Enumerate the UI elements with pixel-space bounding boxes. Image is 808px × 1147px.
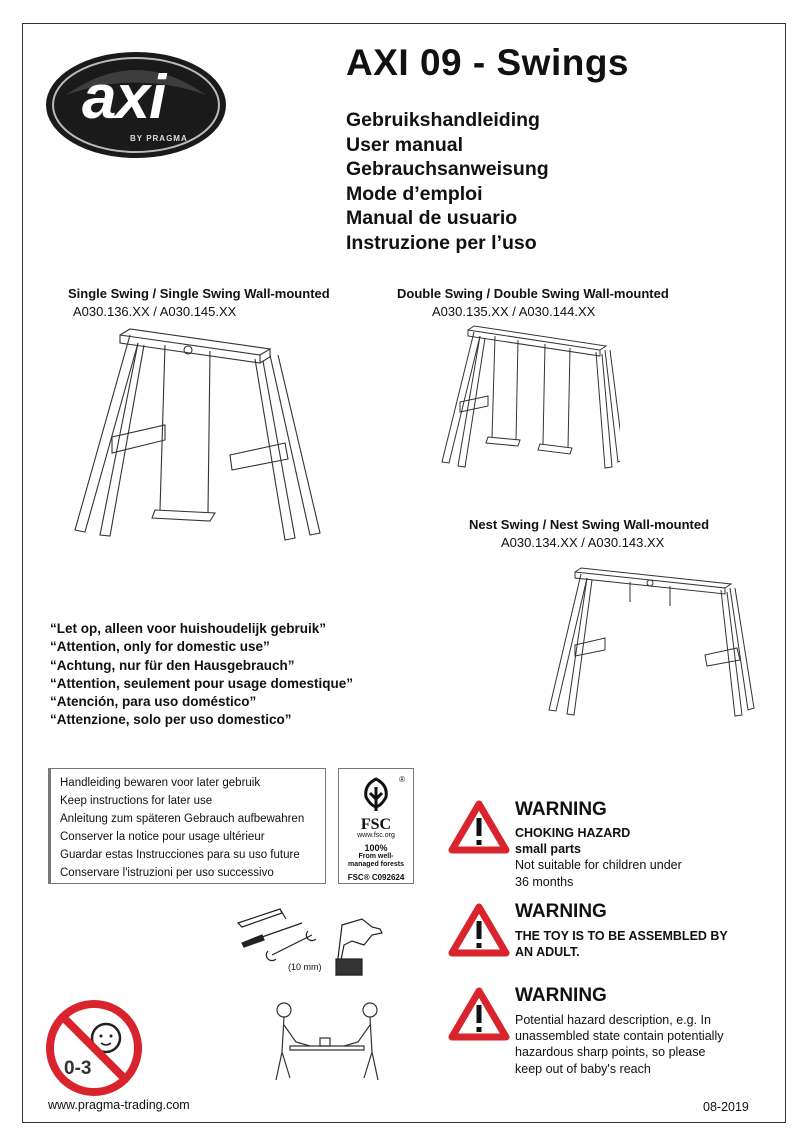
fsc-from: From well-	[358, 853, 394, 860]
footer-url: www.pragma-trading.com	[48, 1098, 190, 1112]
language-list	[346, 108, 549, 256]
keep-line: Conserver la notice pour usage ultérieur	[60, 830, 265, 843]
warning-line: hazardous sharp points, so please	[515, 1045, 706, 1060]
warning-line: Potential hazard description, e.g. In	[515, 1013, 711, 1027]
warning-title: WARNING	[515, 799, 607, 820]
keep-line: Anleitung zum späteren Gebrauch aufbewahren	[60, 812, 305, 825]
language-item: Manual de usuario	[346, 207, 518, 230]
nest-swing-drawing	[545, 560, 755, 720]
warning-line: keep out of baby's reach	[515, 1061, 651, 1076]
domestic-line: “Attention, only for domestic use”	[50, 639, 270, 655]
fsc-code: FSC® C092624	[347, 873, 405, 882]
warning-title: WARNING	[515, 985, 607, 1006]
keep-line: Conservare l'istruzioni per uso successivo	[60, 866, 274, 879]
double-swing-title: Double Swing / Double Swing Wall-mounted	[397, 286, 669, 301]
language-item: Gebruikshandleiding	[346, 109, 540, 131]
axi-logo	[44, 50, 228, 160]
language-item: Mode d’emploi	[346, 182, 483, 205]
logo-sub: BY PRAGMA	[130, 134, 188, 143]
warning-line: THE TOY IS TO BE ASSEMBLED BY	[515, 929, 728, 943]
wrench-size: (10 mm)	[288, 962, 322, 972]
language-item: Gebrauchsanweisung	[346, 158, 549, 181]
warning-title: WARNING	[515, 901, 607, 922]
keep-instructions-box	[48, 768, 326, 884]
double-swing-drawing	[440, 322, 620, 472]
page-title: AXI 09 - Swings	[346, 42, 630, 83]
warning-line: 36 months	[515, 874, 574, 889]
warning-triangle-icon	[448, 800, 510, 854]
age-label: 0-3	[64, 1058, 92, 1079]
domestic-line: “Let op, alleen voor huishoudelijk gebruik”	[50, 621, 327, 636]
age-restriction-sign	[46, 1000, 142, 1096]
keep-line: Guardar estas Instrucciones para su uso future	[60, 848, 300, 861]
tools-illustration	[232, 905, 402, 985]
two-person-assembly-icon	[262, 1000, 392, 1092]
domestic-line: “Attenzione, solo per uso domestico”	[50, 712, 292, 728]
single-swing-title: Single Swing / Single Swing Wall-mounted	[68, 286, 330, 301]
domestic-line: “Attention, seulement pour usage domestique”	[50, 675, 354, 691]
language-item: Instruzione per l’uso	[346, 231, 537, 254]
warning-line: Not suitable for children under	[515, 858, 682, 873]
domestic-line: “Achtung, nur für den Hausgebrauch”	[50, 657, 295, 673]
warning-body	[515, 825, 682, 890]
warning-line: CHOKING HAZARD	[515, 826, 631, 840]
warning-line: unassembled state contain potentially	[515, 1029, 724, 1044]
domestic-line: “Atención, para uso doméstico”	[50, 694, 257, 710]
warning-body	[515, 928, 728, 960]
keep-line: Keep instructions for later use	[60, 794, 213, 807]
nest-swing-title: Nest Swing / Nest Swing Wall-mounted	[469, 517, 710, 532]
fsc-percent: 100%	[364, 843, 388, 853]
double-swing-code: A030.135.XX / A030.144.XX	[432, 304, 596, 319]
fsc-text: FSC	[360, 816, 392, 833]
fsc-tree-icon	[356, 775, 396, 813]
language-item: User manual	[346, 133, 464, 156]
footer-date: 08-2019	[703, 1100, 749, 1114]
warning-triangle-icon	[448, 987, 510, 1041]
domestic-use-notice	[50, 620, 353, 730]
fsc-managed: managed forests	[347, 861, 405, 868]
fsc-url: www.fsc.org	[357, 832, 395, 839]
single-swing-code: A030.136.XX / A030.145.XX	[73, 304, 237, 319]
logo-brand: axi	[82, 63, 166, 132]
warning-line: AN ADULT.	[515, 945, 580, 960]
keep-line: Handleiding bewaren voor later gebruik	[60, 777, 261, 789]
nest-swing-code: A030.134.XX / A030.143.XX	[501, 535, 665, 550]
warning-triangle-icon	[448, 903, 510, 957]
warning-body	[515, 1012, 723, 1077]
fsc-reg: ®	[399, 775, 405, 784]
warning-line: small parts	[515, 842, 582, 857]
single-swing-drawing	[70, 325, 340, 555]
fsc-label	[338, 768, 414, 884]
